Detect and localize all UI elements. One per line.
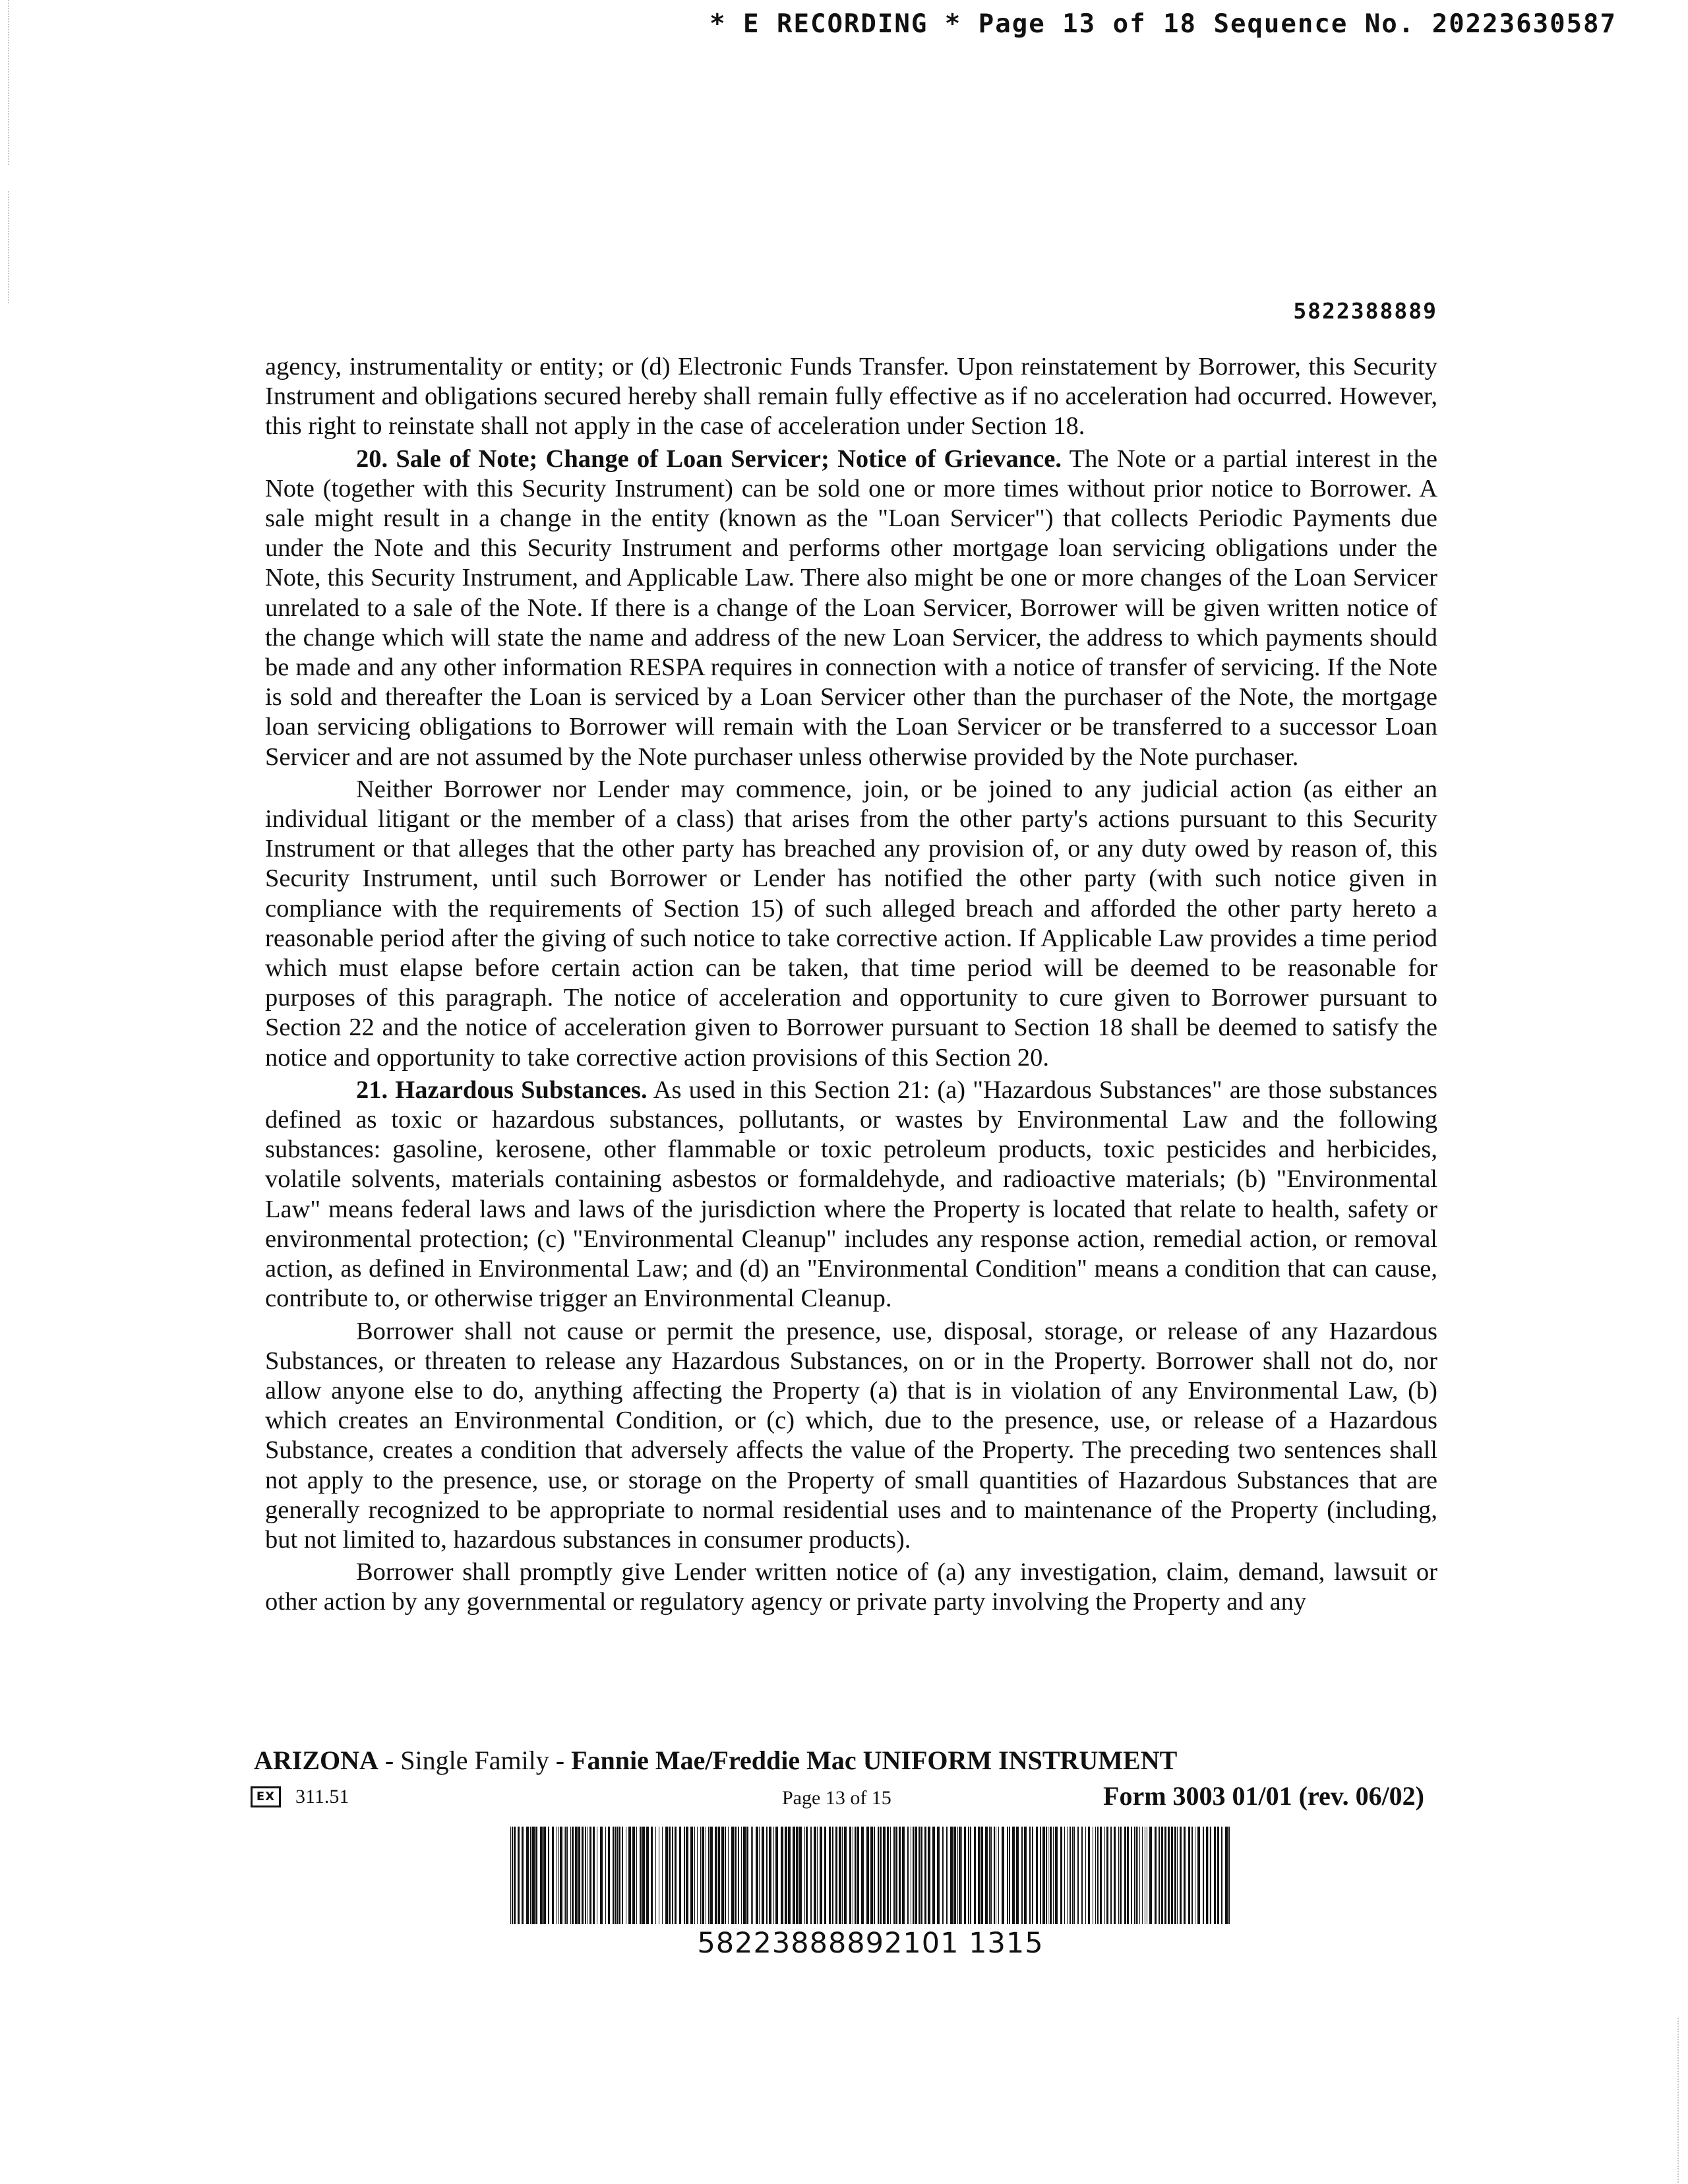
paragraph-0 <box>265 352 1437 442</box>
left-margin-dots <box>8 0 11 165</box>
paragraph-1 <box>265 444 1437 772</box>
paragraph-5 <box>265 1558 1437 1617</box>
paragraph-0-text: agency, instrumentality or entity; or (d) Electronic Funds Transfer. Upon reinstatement by Borrower, this Security Instrument and obligations secured hereby shall remain fully effective as if no acceleration had occurred. However, this right to reinstate shall not apply in the case of acceleration under Section 18. <box>265 353 1437 440</box>
footer-separator: - Single Family - <box>378 1745 572 1775</box>
paragraph-1-text: The Note or a partial interest in the Note (together with this Security Instrument) can be sold one or more times without prior notice to Borrower. A sale might result in a change in the entity (known as the "Loan Servicer") that collects Periodic Payments due under the Note and this Security Instrument and performs other mortgage loan servicing obligations under the Note, this Security Instrument, and Applicable Law. There also might be one or more changes of the Loan Servicer unrelated to a sale of the Note. If there is a change of the Loan Servicer, Borrower will be given written notice of the change which will state the name and address of the new Loan Servicer, the address to which payments should be made and any other information RESPA requires in connection with a notice of transfer of servicing. If the Note is sold and thereafter the Loan is serviced by a Loan Servicer other than the purchaser of the Note, the mortgage loan servicing obligations to Borrower will remain with the Loan Servicer or be transferred to a successor Loan Servicer and are not assumed by the Note purchaser unless otherwise provided by the Note purchaser. <box>265 444 1437 771</box>
right-margin-dots <box>1677 2018 1680 2183</box>
ex-logo-icon: EX <box>251 1786 281 1807</box>
form-number: Form 3003 01/01 (rev. 06/02) <box>1103 1781 1424 1811</box>
loan-number: 5822388889 <box>1293 298 1437 324</box>
section-21-heading: 21. Hazardous Substances. <box>356 1076 648 1104</box>
paragraph-5-text: Borrower shall promptly give Lender written notice of (a) any investigation, claim, demand, lawsuit or other action by any governmental or regulatory agency or private party involving the Property and any <box>265 1558 1437 1616</box>
paragraph-2 <box>265 775 1437 1073</box>
footer-row <box>251 1780 1424 1815</box>
paragraph-3 <box>265 1076 1437 1314</box>
page-number: Page 13 of 15 <box>782 1787 891 1809</box>
paragraph-4-text: Borrower shall not cause or permit the presence, use, disposal, storage, or release of any Hazardous Substances, or threaten to release any Hazardous Substances, on or in the Property. Borrower shall not do, nor allow anyone else to do, anything affecting the Property (a) that is in violation of any Environmental Law, (b) which creates an Environmental Condition, or (c) which, due to the presence, use, or release of a Hazardous Substance, creates a condition that adversely affects the value of the Property. The preceding two sentences shall not apply to the presence, use, or storage on the Property of small quantities of Hazardous Substances that are generally recognized to be appropriate to normal residential uses and to maintenance of the Property (including, but not limited to, hazardous substances in consumer products). <box>265 1317 1437 1554</box>
paragraph-3-text: As used in this Section 21: (a) "Hazardous Substances" are those substances defined as toxic or hazardous substances, pollutants, or wastes by Environmental Law and the following substances: gasoline, kerosene, other flammable or toxic petroleum products, toxic pesticides and herbicides, volatile solvents, materials containing asbestos or formaldehyde, and radioactive materials; (b) "Environmental Law" means federal laws and laws of the jurisdiction where the Property is located that relate to health, safety or environmental protection; (c) "Environmental Cleanup" includes any response action, remedial action, or removal action, as defined in Environmental Law; and (d) an "Environmental Condition" means a condition that can cause, contribute to, or otherwise trigger an Environmental Cleanup. <box>265 1076 1437 1313</box>
form-code-number: 311.51 <box>295 1786 349 1807</box>
paragraph-2-text: Neither Borrower nor Lender may commence, join, or be joined to any judicial action (as either an individual litigant or the member of a class) that arises from the other party's actions pursuant to this Security Instrument or that alleges that the other party has breached any provision of, or any duty owed by reason of, this Security Instrument, until such Borrower or Lender has notified the other party (with such notice given in compliance with the requirements of Section 15) of such alleged breach and afforded the other party hereto a reasonable period after the giving of such notice to take corrective action. If Applicable Law provides a time period which must elapse before certain action can be taken, that time period will be deemed to be reasonable for purposes of this paragraph. The notice of acceleration and opportunity to cure given to Borrower pursuant to Section 22 and the notice of acceleration given to Borrower pursuant to Section 18 shall be deemed to satisfy the notice and opportunity to take corrective action provisions of this Section 20. <box>265 775 1437 1072</box>
barcode-icon <box>508 1827 1233 1924</box>
barcode-number: 58223888892101 1315 <box>697 1927 1044 1960</box>
footer-instrument: Fannie Mae/Freddie Mac UNIFORM INSTRUMENT <box>571 1745 1178 1775</box>
document-body <box>265 352 1437 1620</box>
footer-title <box>254 1745 1441 1776</box>
left-margin-dots-lower <box>8 191 11 303</box>
section-20-heading: 20. Sale of Note; Change of Loan Servicer; Notice of Grievance. <box>356 444 1062 473</box>
paragraph-4 <box>265 1317 1437 1556</box>
recording-header: * E RECORDING * Page 13 of 18 Sequence No. 20223630587 <box>709 9 1617 39</box>
footer-state: ARIZONA <box>254 1745 378 1775</box>
form-code <box>251 1786 349 1808</box>
